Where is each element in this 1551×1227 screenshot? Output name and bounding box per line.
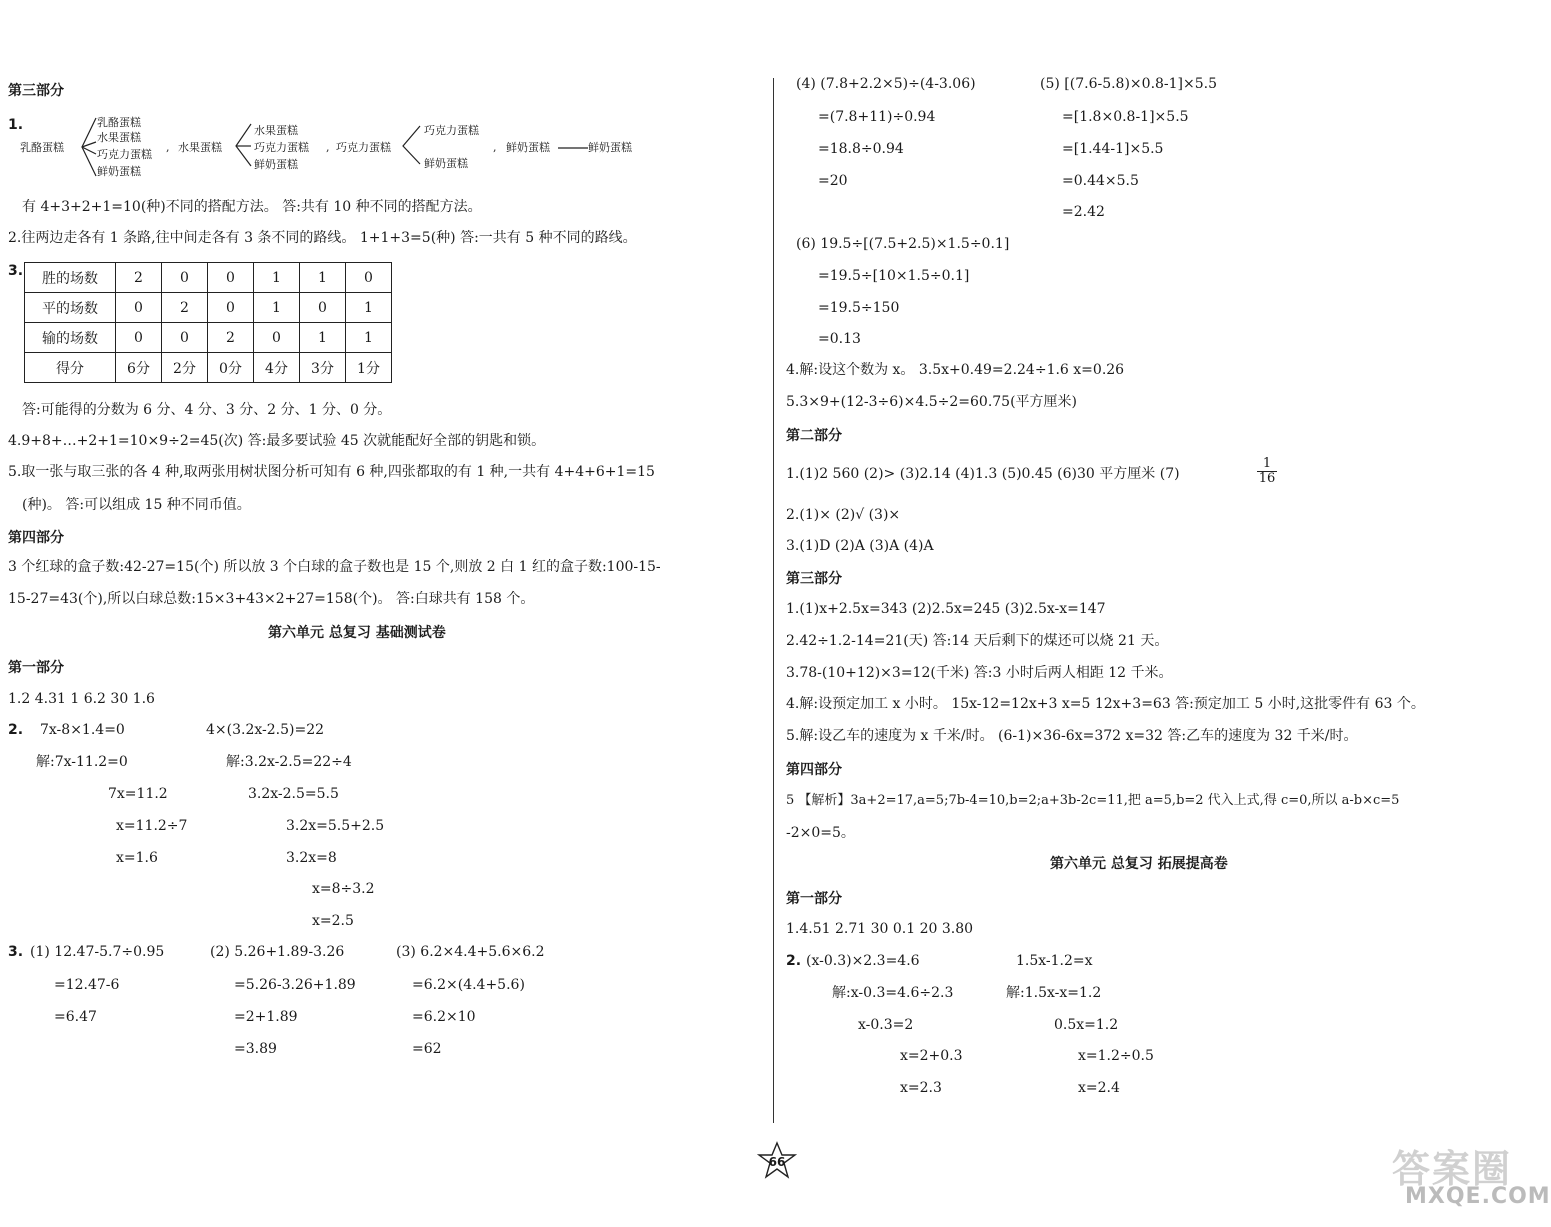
tree-root: 乳酪蛋糕 bbox=[20, 141, 64, 154]
answer-line: 1.(1)x+2.5x=343 (2)2.5x=245 (3)2.5x-x=147 bbox=[786, 601, 1106, 617]
calc-line: =6.2×(4.4+5.6) bbox=[412, 977, 525, 993]
calc-line: =19.5÷150 bbox=[818, 300, 900, 316]
tree-branch: 乳酪蛋糕 bbox=[97, 116, 141, 129]
calc-line: =5.26-3.26+1.89 bbox=[234, 977, 356, 993]
answer-line: 4.解:设预定加工 x 小时。 15x-12=12x+3 x=5 12x+3=63 答:预定加工 5 小时,这批零件有 63 个。 bbox=[786, 696, 1425, 712]
calc-line: =19.5÷[10×1.5÷0.1] bbox=[818, 268, 970, 284]
table-cell: 2 bbox=[208, 323, 254, 353]
question-number: 2. bbox=[786, 953, 802, 969]
table-cell: 2分 bbox=[162, 353, 208, 383]
table-cell: 0 bbox=[208, 263, 254, 293]
table-cell: 0分 bbox=[208, 353, 254, 383]
calc-line: =6.2×10 bbox=[412, 1009, 476, 1025]
equation-line: x=2.3 bbox=[900, 1080, 942, 1096]
answer-line: 2.往两边走各有 1 条路,往中间走各有 3 条不同的路线。 1+1+3=5(种) 答:一共有 5 种不同的路线。 bbox=[8, 230, 637, 246]
section-title: 第二部分 bbox=[786, 428, 842, 444]
section-title: 第一部分 bbox=[786, 891, 842, 907]
calc-line: =2+1.89 bbox=[234, 1009, 298, 1025]
row-header: 输的场数 bbox=[25, 323, 116, 353]
fraction-numerator: 1 bbox=[1262, 456, 1272, 471]
equation-line: 0.5x=1.2 bbox=[1054, 1017, 1119, 1033]
table-row bbox=[25, 263, 392, 293]
tree-root: 鲜奶蛋糕 bbox=[506, 141, 550, 154]
equation-line: 解:x-0.3=4.6÷2.3 bbox=[832, 985, 954, 1001]
calc-line: =62 bbox=[412, 1041, 442, 1057]
answer-line: 2.(1)× (2)√ (3)× bbox=[786, 507, 901, 523]
tree-root: 水果蛋糕 bbox=[178, 141, 222, 154]
question-number: 3. bbox=[8, 944, 24, 960]
table-cell: 0 bbox=[300, 293, 346, 323]
tree-branch: 巧克力蛋糕 bbox=[424, 124, 479, 137]
tree-branch: 水果蛋糕 bbox=[254, 124, 298, 137]
table-cell: 6分 bbox=[116, 353, 162, 383]
equation-line: x=1.2÷0.5 bbox=[1078, 1048, 1154, 1064]
calc-line: =0.44×5.5 bbox=[1062, 173, 1139, 189]
calc-line: (3) 6.2×4.4+5.6×6.2 bbox=[396, 944, 545, 960]
answer-line: 2.42÷1.2-14=21(天) 答:14 天后剩下的煤还可以烧 21 天。 bbox=[786, 633, 1169, 649]
equation-line: 1.5x-1.2=x bbox=[1016, 953, 1093, 969]
table-cell: 1 bbox=[300, 263, 346, 293]
brace-icon bbox=[233, 120, 253, 170]
unit-title: 第六单元 总复习 拓展提高卷 bbox=[1050, 856, 1228, 872]
tree-branch: 巧克力蛋糕 bbox=[254, 141, 309, 154]
table-cell: 1 bbox=[346, 293, 392, 323]
table-cell: 1 bbox=[254, 263, 300, 293]
calc-line: =[1.44-1]×5.5 bbox=[1062, 141, 1164, 157]
equation-line: 7x=11.2 bbox=[108, 786, 168, 802]
table-row bbox=[25, 353, 392, 383]
calc-line: =3.89 bbox=[234, 1041, 277, 1057]
table-cell: 1 bbox=[300, 323, 346, 353]
equation-line: x=2.5 bbox=[312, 913, 354, 929]
answer-line: 1.4.51 2.71 30 0.1 20 3.80 bbox=[786, 921, 974, 937]
equation-line: 3.2x=5.5+2.5 bbox=[286, 818, 385, 834]
table-row bbox=[25, 323, 392, 353]
watermark-logo: 答案圈 bbox=[1392, 1147, 1513, 1191]
table-cell: 3分 bbox=[300, 353, 346, 383]
table-cell: 0 bbox=[346, 263, 392, 293]
answer-line: 3.78-(10+12)×3=12(千米) 答:3 小时后两人相距 12 千米。 bbox=[786, 665, 1173, 681]
question-number: 2. bbox=[8, 722, 24, 738]
separator: , bbox=[326, 141, 330, 154]
equation-line: 7x-8×1.4=0 bbox=[40, 722, 125, 738]
tree-branch: 鲜奶蛋糕 bbox=[588, 141, 632, 154]
tree-branch: 鲜奶蛋糕 bbox=[424, 157, 468, 170]
dash-line bbox=[558, 146, 588, 150]
answer-line: -2×0=5。 bbox=[786, 825, 855, 841]
page-number: 66 bbox=[768, 1155, 786, 1169]
equation-line: 3.2x-2.5=5.5 bbox=[248, 786, 339, 802]
calc-line: =(7.8+11)÷0.94 bbox=[818, 109, 936, 125]
table-cell: 2 bbox=[162, 293, 208, 323]
answer-line: 答:可能得的分数为 6 分、4 分、3 分、2 分、1 分、0 分。 bbox=[22, 402, 392, 418]
table-row bbox=[25, 293, 392, 323]
answer-line: 5.取一张与取三张的各 4 种,取两张用树状图分析可知有 6 种,四张都取的有 1 种,一共有 4+4+6+1=15 bbox=[8, 464, 655, 480]
table-cell: 2 bbox=[116, 263, 162, 293]
table-cell: 1 bbox=[254, 293, 300, 323]
fraction-denominator: 16 bbox=[1258, 471, 1276, 486]
answer-line: 3.(1)D (2)A (3)A (4)A bbox=[786, 538, 934, 554]
equation-line: x=8÷3.2 bbox=[312, 881, 375, 897]
answer-line: 有 4+3+2+1=10(种)不同的搭配方法。 答:共有 10 种不同的搭配方法。 bbox=[22, 199, 482, 215]
calc-line: (2) 5.26+1.89-3.26 bbox=[210, 944, 345, 960]
calc-line: (1) 12.47-5.7÷0.95 bbox=[30, 944, 165, 960]
equation-line: 3.2x=8 bbox=[286, 850, 337, 866]
section-title: 第三部分 bbox=[8, 83, 64, 99]
equation-line: x=1.6 bbox=[116, 850, 158, 866]
tree-root: 巧克力蛋糕 bbox=[336, 141, 391, 154]
table-cell: 0 bbox=[116, 323, 162, 353]
table-cell: 1分 bbox=[346, 353, 392, 383]
table-cell: 0 bbox=[162, 263, 208, 293]
calc-line: =6.47 bbox=[54, 1009, 97, 1025]
equation-line: x=2.4 bbox=[1078, 1080, 1120, 1096]
question-number: 1. bbox=[8, 117, 24, 133]
row-header: 平的场数 bbox=[25, 293, 116, 323]
tree-branch: 鲜奶蛋糕 bbox=[97, 165, 141, 178]
score-table bbox=[24, 262, 392, 383]
answer-line: 4.解:设这个数为 x。 3.5x+0.49=2.24÷1.6 x=0.26 bbox=[786, 362, 1125, 378]
table-cell: 4分 bbox=[254, 353, 300, 383]
column-divider bbox=[773, 78, 774, 1123]
equation-line: x=2+0.3 bbox=[900, 1048, 963, 1064]
equation-line: x-0.3=2 bbox=[858, 1017, 914, 1033]
answer-line: 5 【解析】3a+2=17,a=5;7b-4=10,b=2;a+3b-2c=11,把 a=5,b=2 代入上式,得 c=0,所以 a-b×c=5 bbox=[786, 793, 1400, 808]
equation-line: 解:7x-11.2=0 bbox=[36, 754, 128, 770]
answer-line: 4.9+8+…+2+1=10×9÷2=45(次) 答:最多要试验 45 次就能配好全部的钥匙和锁。 bbox=[8, 433, 546, 449]
answer-line: 5.解:设乙车的速度为 x 千米/时。 (6-1)×36-6x=372 x=32 答:乙车的速度为 32 千米/时。 bbox=[786, 728, 1358, 744]
calc-line: =0.13 bbox=[818, 331, 861, 347]
brace-icon bbox=[400, 122, 422, 168]
answer-line: 3 个红球的盒子数:42-27=15(个) 所以放 3 个白球的盒子数也是 15 个,则放 2 白 1 红的盒子数:100-15- bbox=[8, 559, 661, 575]
calc-line: =[1.8×0.8-1]×5.5 bbox=[1062, 109, 1189, 125]
table-cell: 0 bbox=[208, 293, 254, 323]
answer-line: 5.3×9+(12-3÷6)×4.5÷2=60.75(平方厘米) bbox=[786, 394, 1078, 410]
calc-line: =20 bbox=[818, 173, 848, 189]
unit-title: 第六单元 总复习 基础测试卷 bbox=[268, 625, 446, 641]
table-cell: 0 bbox=[116, 293, 162, 323]
answer-line: 1.(1)2 560 (2)> (3)2.14 (4)1.3 (5)0.45 (6)30 平方厘米 (7) bbox=[786, 466, 1180, 482]
calc-line: =12.47-6 bbox=[54, 977, 120, 993]
equation-line: (x-0.3)×2.3=4.6 bbox=[806, 953, 920, 969]
equation-line: 解:3.2x-2.5=22÷4 bbox=[226, 754, 352, 770]
separator: , bbox=[166, 141, 170, 154]
fraction bbox=[1257, 457, 1277, 486]
table-cell: 0 bbox=[254, 323, 300, 353]
calc-line: (6) 19.5÷[(7.5+2.5)×1.5÷0.1] bbox=[796, 236, 1010, 252]
calc-line: (4) (7.8+2.2×5)÷(4-3.06) bbox=[796, 76, 976, 92]
section-title: 第四部分 bbox=[786, 762, 842, 778]
calc-line: (5) [(7.6-5.8)×0.8-1]×5.5 bbox=[1040, 76, 1218, 92]
section-title: 第三部分 bbox=[786, 571, 842, 587]
section-title: 第一部分 bbox=[8, 660, 64, 676]
calc-line: =18.8÷0.94 bbox=[818, 141, 904, 157]
table-cell: 0 bbox=[162, 323, 208, 353]
answer-line: (种)。 答:可以组成 15 种不同币值。 bbox=[22, 497, 251, 513]
equation-line: x=11.2÷7 bbox=[116, 818, 188, 834]
calc-line: =2.42 bbox=[1062, 204, 1105, 220]
answer-line: 15-27=43(个),所以白球总数:15×3+43×2+27=158(个)。 答:白球共有 158 个。 bbox=[8, 591, 535, 607]
answer-line: 1.2 4.31 1 6.2 30 1.6 bbox=[8, 691, 155, 707]
tree-branch: 水果蛋糕 bbox=[97, 131, 141, 144]
row-header: 胜的场数 bbox=[25, 263, 116, 293]
table-cell: 1 bbox=[346, 323, 392, 353]
tree-branch: 鲜奶蛋糕 bbox=[254, 158, 298, 171]
row-header: 得分 bbox=[25, 353, 116, 383]
section-title: 第四部分 bbox=[8, 530, 64, 546]
equation-line: 4×(3.2x-2.5)=22 bbox=[206, 722, 325, 738]
equation-line: 解:1.5x-x=1.2 bbox=[1006, 985, 1102, 1001]
tree-branch: 巧克力蛋糕 bbox=[97, 148, 152, 161]
watermark-url: MXQE.COM bbox=[1405, 1184, 1551, 1209]
question-number: 3. bbox=[8, 263, 24, 279]
separator: , bbox=[493, 141, 497, 154]
brace-icon bbox=[80, 114, 98, 180]
